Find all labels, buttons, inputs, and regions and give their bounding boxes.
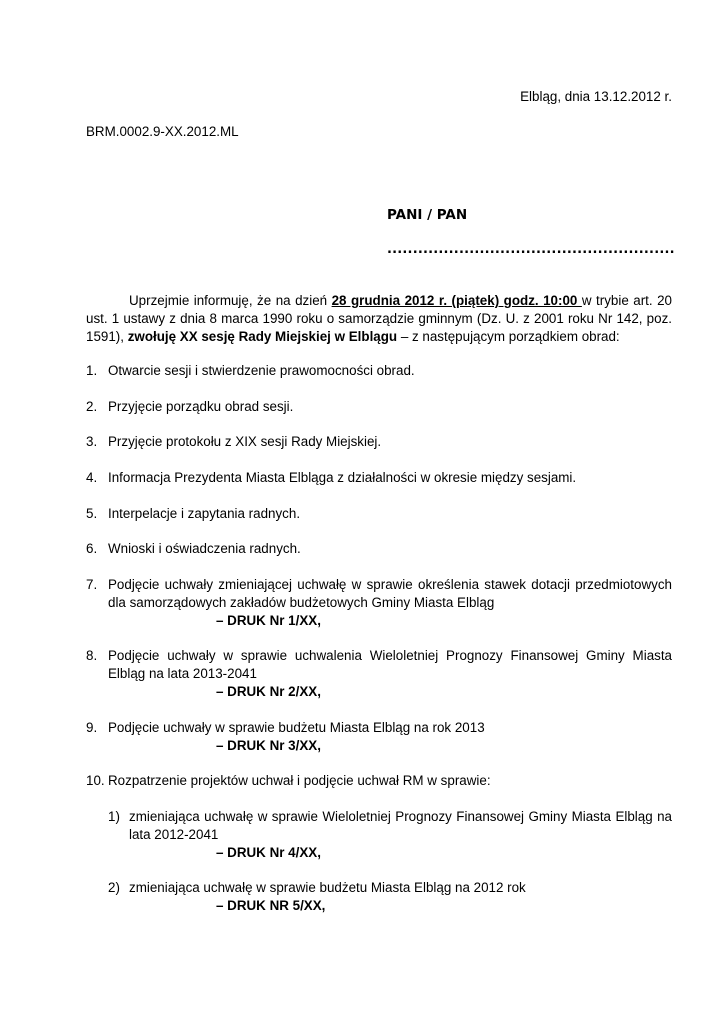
intro-text-3: – z następującym porządkiem obrad: [397,329,620,344]
reference-number: BRM.0002.9-XX.2012.ML [86,124,239,139]
agenda-item-number: 1. [86,363,98,378]
addressee-name-line: ........................................................ [387,242,675,257]
agenda-item-text: Wnioski i oświadczenia radnych. [108,541,301,556]
agenda-item-text: Podjęcie uchwały w sprawie uchwalenia Wieloletniej Prognozy Finansowej Gminy Miasta Elbląg na lata 2013-2041 [108,648,672,681]
agenda-item-number: 3. [86,434,98,449]
intro-text-2: w trybie art. 20 ust. 1 ustawy z dnia 8 marca 1990 roku o samorządzie gminnym (Dz. U. z 2001 roku Nr 142, poz. 1591), [86,293,672,344]
agenda-item-number: 6. [86,541,98,556]
agenda-item-9 [86,719,672,755]
agenda-item-number: 2. [86,399,98,414]
intro-text-1: Uprzejmie informuję, że na dzień [129,293,332,308]
agenda-item-text: Podjęcie uchwały zmieniającej uchwałę w sprawie określenia stawek dotacji przedmiotowych dla samorządowych zakładów budżetowych Gminy Miasta Elbląg [108,577,672,610]
agenda-item-text: Informacja Prezydenta Miasta Elbląga z działalności w okresie między sesjami. [108,470,577,485]
druk-reference: – DRUK Nr 4/XX, [216,845,321,860]
agenda-item-text: Rozpatrzenie projektów uchwał i podjęcie uchwał RM w sprawie: [108,773,491,788]
agenda-item-5 [86,505,672,523]
agenda-item-number: 8. [86,648,98,663]
agenda-item-text: Przyjęcie protokołu z XIX sesji Rady Miejskiej. [108,434,382,449]
agenda-item-6 [86,540,672,558]
agenda-item-text: Interpelacje i zapytania radnych. [108,506,301,521]
agenda-item-1 [86,362,672,380]
subitem-number: 2) [108,880,120,895]
agenda-item-text: Przyjęcie porządku obrad sesji. [108,399,294,414]
subitem-number: 1) [108,809,120,824]
session-date-time: 28 grudnia 2012 r. (piątek) godz. 10:00 [331,293,582,308]
agenda-item-number: 4. [86,470,98,485]
agenda-item-3 [86,433,672,451]
agenda-subitem-2 [108,879,672,915]
druk-reference: – DRUK NR 5/XX, [216,898,326,913]
subitem-text: zmieniająca uchwałę w sprawie Wieloletniej Prognozy Finansowej Gminy Miasta Elbląg na lata 2012-2041 [129,809,672,842]
agenda-item-10 [86,772,672,790]
agenda-item-4 [86,469,672,487]
agenda-subitem-1 [108,808,672,862]
agenda-item-number: 10. [86,773,105,788]
subitem-text: zmieniająca uchwałę w sprawie budżetu Miasta Elbląg na 2012 rok [129,880,526,895]
agenda-item-number: 9. [86,720,98,735]
druk-reference: – DRUK Nr 2/XX, [216,684,321,699]
agenda-item-8 [86,647,672,701]
druk-reference: – DRUK Nr 3/XX, [216,738,321,753]
agenda-item-2 [86,398,672,416]
convene-statement: zwołuję XX sesję Rady Miejskiej w Elblągu [127,329,398,344]
agenda-item-text: Otwarcie sesji i stwierdzenie prawomocności obrad. [108,363,415,378]
intro-paragraph [86,292,672,346]
agenda-item-number: 7. [86,577,98,592]
agenda-item-number: 5. [86,506,98,521]
agenda-item-text: Podjęcie uchwały w sprawie budżetu Miasta Elbląg na rok 2013 [108,720,485,735]
addressee-title: PANI / PAN [387,207,468,223]
place-date: Elbląg, dnia 13.12.2012 r. [520,89,672,104]
druk-reference: – DRUK Nr 1/XX, [216,613,321,628]
agenda-item-7 [86,576,672,630]
